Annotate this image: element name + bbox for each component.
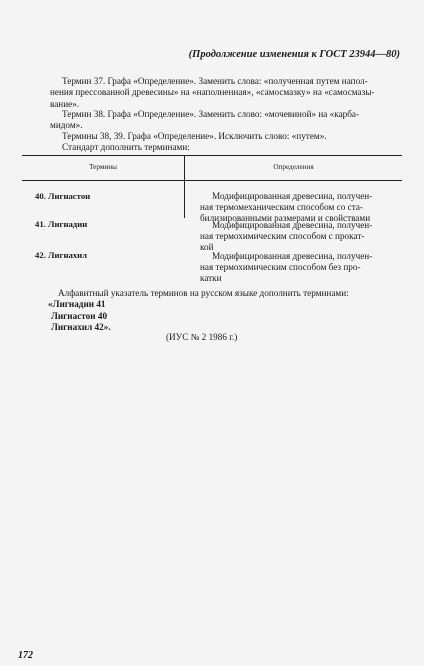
- def-41-line-3: кой: [200, 242, 214, 252]
- def-42-line-2: ная термохимическим способом без про-: [200, 262, 361, 272]
- table-top-rule: [22, 155, 402, 156]
- table-row-42-definition: [200, 251, 400, 284]
- table-header-definitions: Определения: [273, 163, 314, 171]
- table-header-terms: Термины: [89, 163, 117, 171]
- index-entry-lignaston: Лигнастон 40: [51, 310, 108, 321]
- alphabetical-index: [46, 288, 402, 333]
- continuation-header: (Продолжение изменения к ГОСТ 23944—80): [188, 49, 400, 60]
- table-header-rule: [22, 180, 402, 181]
- def-42-line-3: катки: [200, 273, 222, 283]
- term38-line-1: Термин 38. Графа «Определение». Заменить слово: «мочевиной» на «карба-: [62, 109, 360, 119]
- term37-line-2: нения прессованной древесины» на «наполненная», «самосмазку» на «самосмазы-: [50, 87, 375, 98]
- ius-reference: (ИУС № 2 1986 г.): [166, 332, 238, 342]
- term37-paragraph: [50, 76, 400, 110]
- def-41-line-2: ная термохимическим способом с прокат-: [200, 231, 365, 241]
- index-entry-lignadin: «Лигнадин 41: [48, 299, 106, 310]
- terms-38-39-paragraph: Термины 38, 39. Графа «Определение». Исключить слово: «путем».: [62, 131, 327, 141]
- def-40-line-1: Модифицированная древесина, получен-: [212, 191, 373, 201]
- page-number: 172: [18, 650, 33, 661]
- table-row-40-term: 40. Лигнастон: [35, 191, 91, 201]
- term38-line-2: мидом».: [50, 120, 83, 131]
- def-41-line-1: Модифицированная древесина, получен-: [212, 220, 373, 230]
- term38-paragraph: [50, 109, 400, 132]
- term37-line-1: Термин 37. Графа «Определение». Заменить слова: «полученная путем напол-: [62, 76, 368, 86]
- table-row-41-definition: [200, 220, 400, 253]
- index-entry-lignakhil: Лигнахил 42».: [51, 321, 111, 332]
- def-40-line-2: ная термомеханическим способом со ста-: [200, 202, 363, 212]
- def-40-line-3: билизированными размерами и свойствами: [200, 213, 371, 223]
- index-intro: Алфавитный указатель терминов на русском языке дополнить терминами:: [58, 288, 349, 298]
- table-row-42-term: 42. Лигнахил: [35, 250, 88, 260]
- def-42-line-1: Модифицированная древесина, получен-: [212, 251, 373, 261]
- table-row-41-term: 41. Лигнадин: [35, 219, 88, 229]
- term37-line-3: вание».: [50, 98, 80, 109]
- standard-add-paragraph: Стандарт дополнить терминами:: [62, 142, 190, 152]
